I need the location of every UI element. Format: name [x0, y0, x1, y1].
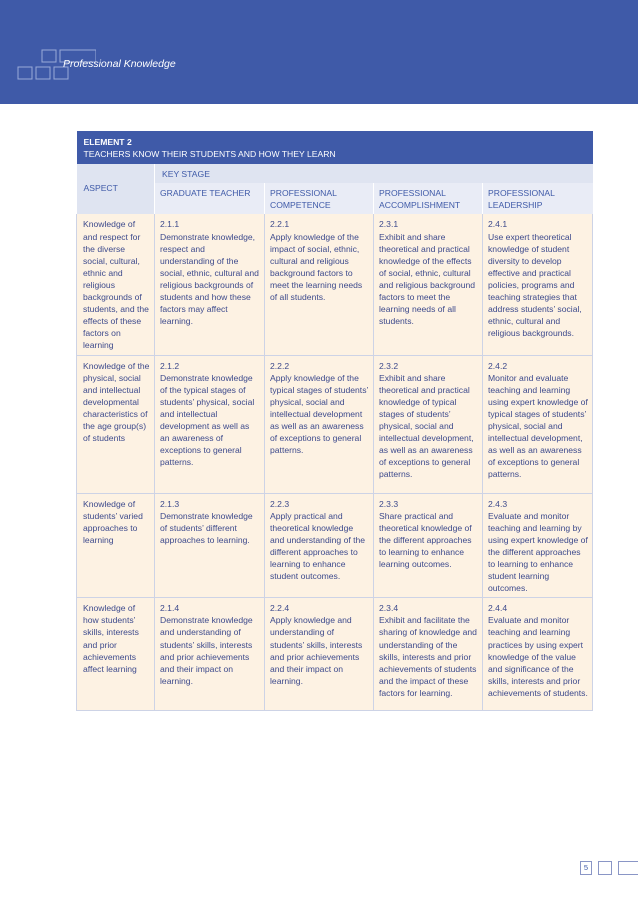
- descriptor-cell: [483, 214, 593, 355]
- aspect-cell: Knowledge of how students’ skills, interests and prior achievements affect learning: [77, 598, 155, 711]
- descriptor-code: 2.4.3: [488, 498, 508, 509]
- header-band: [0, 0, 638, 104]
- page-number: 5: [580, 861, 592, 875]
- stage-header-competence: PROFESSIONAL COMPETENCE: [265, 183, 374, 214]
- descriptor-cell: [155, 598, 265, 711]
- stage-header-row: [77, 183, 593, 214]
- descriptor-text: Evaluate and monitor teaching and learning by using expert knowledge of the different approaches to learning to enhance student learning outcomes.: [488, 510, 588, 594]
- descriptor-cell: [483, 493, 593, 598]
- aspect-cell: Knowledge of the physical, social and intellectual developmental characteristics of the age group(s) of students: [77, 355, 155, 493]
- descriptor-cell: [483, 598, 593, 711]
- aspect-header: ASPECT: [77, 164, 155, 214]
- descriptor-text: Exhibit and facilitate the sharing of knowledge and understanding of the skills, interests and prior achievements of students and the impact of these factors for learning.: [379, 615, 477, 698]
- descriptor-code: 2.2.4: [270, 603, 290, 614]
- descriptor-code: 2.4.4: [488, 603, 508, 614]
- descriptor-text: Apply knowledge of the typical stages of students’ physical, social and intellectual development as well as an awareness of exceptions to general patterns.: [270, 372, 369, 456]
- descriptor-code: 2.3.4: [379, 603, 399, 614]
- descriptor-cell: [374, 214, 483, 355]
- descriptor-code: 2.2.2: [270, 360, 290, 371]
- descriptor-text: Exhibit and share theoretical and practical knowledge of typical stages of students’ physical, social and intellectual development, as well as an awareness of exceptions to general patterns.: [379, 372, 474, 480]
- descriptor-cell: [155, 355, 265, 493]
- table-row: [77, 493, 593, 598]
- descriptor-code: 2.3.3: [379, 498, 399, 509]
- descriptor-text: Demonstrate knowledge of the typical stages of students’ physical, social and intellectual development as well as an awareness of exceptions to general patterns.: [160, 372, 255, 468]
- descriptor-code: 2.1.1: [160, 219, 180, 230]
- table-row: [77, 355, 593, 493]
- descriptor-code: 2.4.1: [488, 219, 508, 230]
- descriptor-cell: [155, 493, 265, 598]
- descriptor-text: Monitor and evaluate teaching and learning using expert knowledge of typical stages of students’ physical, social and intellectual development, as well as an awareness of exceptions to general patterns.: [488, 372, 588, 480]
- table-row: [77, 214, 593, 355]
- descriptor-text: Demonstrate knowledge and understanding of students’ skills, interests and prior achievements and their impact on learning.: [160, 615, 253, 686]
- descriptor-cell: [155, 214, 265, 355]
- descriptor-cell: [374, 355, 483, 493]
- descriptor-cell: [265, 355, 374, 493]
- aspect-cell: Knowledge of students’ varied approaches to learning: [77, 493, 155, 598]
- element-header-row: [77, 131, 593, 164]
- descriptor-text: Apply knowledge and understanding of students’ skills, interests and prior achievements and their impact on learning.: [270, 615, 363, 686]
- descriptor-text: Use expert theoretical knowledge of student diversity to develop effective and practical policies, programs and teaching strategies that address students’ social, ethnic, cultural and religious backgrounds.: [488, 231, 582, 339]
- standards-table: [76, 131, 593, 711]
- descriptor-code: 2.3.2: [379, 360, 399, 371]
- descriptor-text: Demonstrate knowledge of students’ different approaches to learning.: [160, 510, 253, 545]
- footer-square-icon: [598, 861, 612, 875]
- descriptor-code: 2.1.3: [160, 498, 180, 509]
- descriptor-text: Exhibit and share theoretical and practical knowledge of the effects of social, ethnic, cultural and religious background factors to meet the learning needs of all students.: [379, 231, 476, 327]
- stage-header-graduate: GRADUATE TEACHER: [155, 183, 265, 214]
- stage-header-accomplishment: PROFESSIONAL ACCOMPLISHMENT: [374, 183, 483, 214]
- table-row: [77, 598, 593, 711]
- element-header: [77, 131, 593, 164]
- descriptor-code: 2.2.3: [270, 498, 290, 509]
- element-title: ELEMENT 2: [83, 137, 132, 147]
- descriptor-text: Evaluate and monitor teaching and learning practices by using expert knowledge of the value and significance of the skills, interests and prior achievements of students.: [488, 615, 588, 698]
- descriptor-code: 2.2.1: [270, 219, 290, 230]
- key-stage-header: KEY STAGE: [155, 164, 593, 183]
- section-title: Professional Knowledge: [63, 58, 176, 70]
- element-subtitle: TEACHERS KNOW THEIR STUDENTS AND HOW THEY LEARN: [83, 149, 336, 160]
- descriptor-cell: [374, 598, 483, 711]
- descriptor-code: 2.4.2: [488, 360, 508, 371]
- stage-header-leadership: PROFESSIONAL LEADERSHIP: [483, 183, 593, 214]
- descriptor-cell: [265, 214, 374, 355]
- footer-square-icon: [618, 861, 638, 875]
- descriptor-text: Apply knowledge of the impact of social, ethnic, cultural and religious background factors to meet the learning needs of all students.: [270, 231, 363, 303]
- descriptor-cell: [374, 493, 483, 598]
- descriptor-text: Apply practical and theoretical knowledge and understanding of the different approaches to learning to enhance student outcomes.: [270, 510, 366, 582]
- descriptor-code: 2.3.1: [379, 219, 399, 230]
- descriptor-cell: [483, 355, 593, 493]
- descriptor-code: 2.1.4: [160, 603, 180, 614]
- descriptor-text: Share practical and theoretical knowledge of the different approaches to learning to enhance learning outcomes.: [379, 510, 472, 569]
- aspect-cell: Knowledge of and respect for the diverse social, cultural, ethnic and religious backgrounds of students, and the effects of these factors on learning: [77, 214, 155, 355]
- descriptor-cell: [265, 598, 374, 711]
- descriptor-text: Demonstrate knowledge, respect and understanding of the social, ethnic, cultural and religious backgrounds of students and how these factors may affect learning.: [160, 231, 259, 327]
- descriptor-cell: [265, 493, 374, 598]
- descriptor-code: 2.1.2: [160, 360, 180, 371]
- key-stage-row: [77, 164, 593, 183]
